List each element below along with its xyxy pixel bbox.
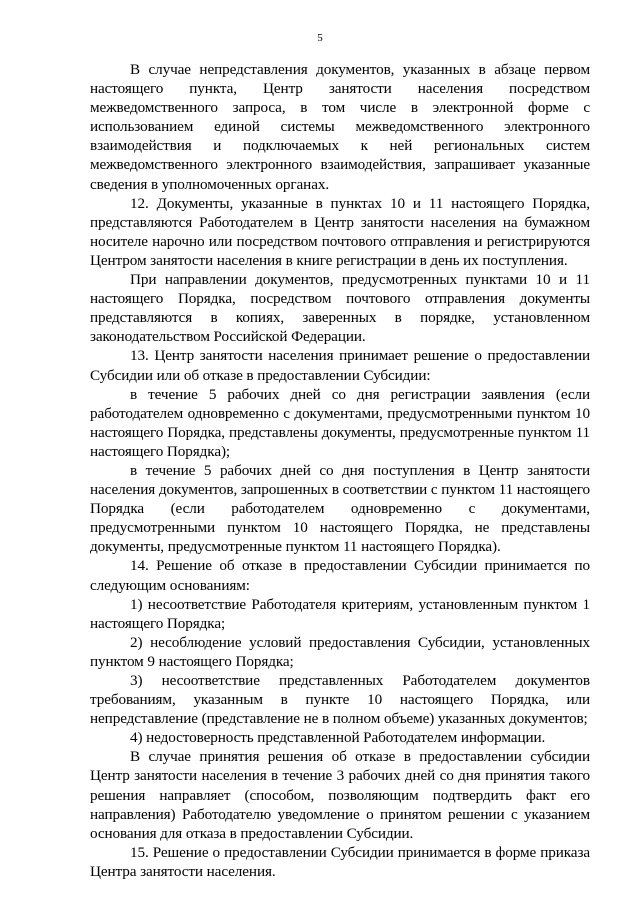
paragraph-item-14-reason-4: 4) недостоверность представленной Работодателем информации. — [130, 729, 546, 747]
paragraph-item-15: 15. Решение о предоставлении Субсидии принимается в форме приказа Центра занятости населения. — [90, 843, 590, 880]
paragraph-item-13-term-2: в течение 5 рабочих дней со дня поступления в Центр занятости населения документов, запрошенных в соответствии с пунктом 11 настоящего Порядка (если работодателем одновременно с документами, предусмотренными пунктом 10 настоящего Порядка, не представлены документы, предусмотренные пунктом 11 настоящего Порядка). — [90, 461, 590, 556]
document-body — [90, 60, 590, 881]
page-number: 5 — [317, 32, 323, 44]
paragraph-item-14: 14. Решение об отказе в предоставлении Субсидии принимается по следующим основаниям: — [90, 557, 590, 594]
paragraph-item-14-reason-3: 3) несоответствие представленных Работодателем документов требованиям, указанным в пункте 10 настоящего Порядка, или непредставление (представление не в полном объеме) указанных документов; — [90, 672, 590, 728]
paragraph-documents-request: В случае непредставления документов, указанных в абзаце первом настоящего пункта, Центр занятости населения посредством межведомственного запроса, в том числе в электронной форме с использованием единой системы межведомственного электронного взаимодействия и подключаемых к ней региональных систем межведомственного электронного взаимодействия, запрашивает указанные сведения в уполномоченных органах. — [90, 61, 590, 193]
paragraph-refusal-notice: В случае принятия решения об отказе в предоставлении субсидии Центр занятости населения в течение 3 рабочих дней со дня принятия такого решения направляет (способом, позволяющим подтвердить факт его направления) Работодателю уведомление о принятом решении с указанием основания для отказа в предоставлении Субсидии. — [90, 748, 590, 842]
paragraph-item-12: 12. Документы, указанные в пунктах 10 и 11 настоящего Порядка, представляются Работодателем в Центр занятости населения на бумажном носителе нарочно или посредством почтового отправления и регистрируются Центром занятости населения в книге регистрации в день их поступления. — [90, 194, 590, 269]
paragraph-item-13-term-1: в течение 5 рабочих дней со дня регистрации заявления (если работодателем одновременно с документами, предусмотренными пунктом 10 настоящего Порядка, представлены документы, предусмотренные пунктом 11 настоящего Порядка); — [90, 385, 590, 460]
paragraph-item-13: 13. Центр занятости населения принимает решение о предоставлении Субсидии или об отказе в предоставлении Субсидии: — [90, 347, 590, 384]
paragraph-item-14-reason-1: 1) несоответствие Работодателя критериям, установленным пунктом 1 настоящего Порядка; — [90, 595, 590, 632]
paragraph-item-14-reason-2: 2) несоблюдение условий предоставления Субсидии, установленных пунктом 9 настоящего Порядка; — [90, 633, 590, 670]
paragraph-postal-copies: При направлении документов, предусмотренных пунктами 10 и 11 настоящего Порядка, посредством почтового отправления документы представляются в копиях, заверенных в порядке, установленном законодательством Российской Федерации. — [90, 271, 590, 346]
